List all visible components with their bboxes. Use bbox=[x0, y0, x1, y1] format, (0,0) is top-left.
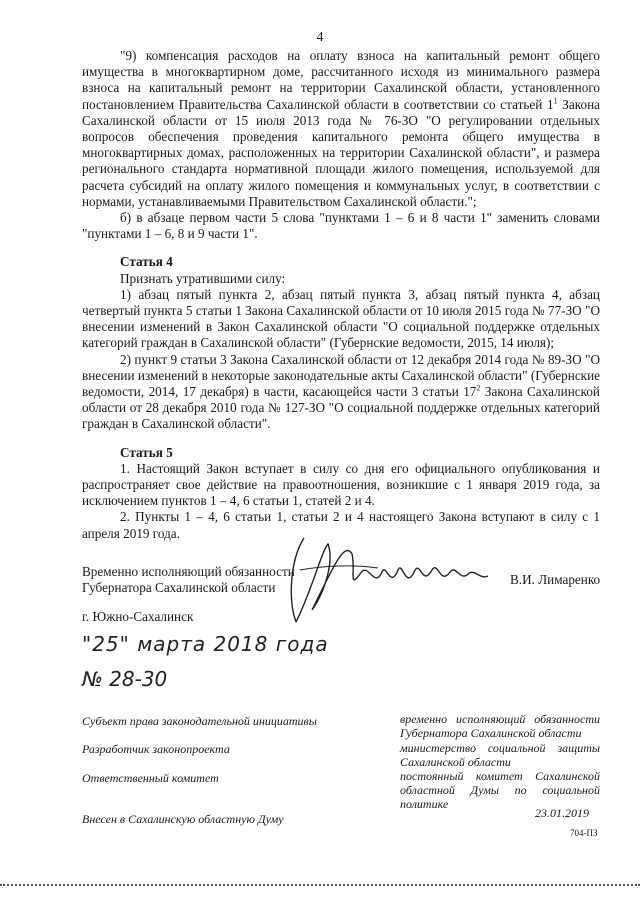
signatory-title-line: Губернатора Сахалинской области bbox=[82, 580, 276, 596]
article-4-item-2 bbox=[82, 352, 600, 433]
signatory-title-line: Временно исполняющий обязанности bbox=[82, 564, 295, 579]
handwritten-signature bbox=[282, 530, 497, 630]
article-4-title: Статья 4 bbox=[120, 254, 173, 270]
law-body bbox=[82, 48, 600, 542]
signatory-title bbox=[82, 564, 295, 596]
paragraph-text: Закона Сахалинской области от 28 декабря 2010 года № 127-ЗО "О социальной поддержке отдельных категорий граждан в Сахалинской области". bbox=[82, 384, 600, 432]
paragraph-b: б) в абзаце первом части 5 слова "пунктами 1 – 6 и 8 части 1" заменить словами "пунктами 1 – 6, 8 и 9 части 1". bbox=[82, 210, 600, 242]
page-number: 4 bbox=[316, 30, 324, 45]
article-5-item-2: 2. Пункты 1 – 4, 6 статьи 1, статьи 2 и 4 настоящего Закона вступают в силу с 1 апреля 2019 года. bbox=[82, 509, 600, 541]
scan-edge bbox=[0, 884, 640, 886]
footer-label: Разработчик законопроекта bbox=[82, 742, 230, 756]
signatory-name: В.И. Лимаренко bbox=[510, 572, 601, 587]
article-5-title: Статья 5 bbox=[120, 444, 173, 460]
paragraph-text: "9) компенсация расходов на оплату взноса на капитальный ремонт общего имущества в многоквартирном доме, рассчитанного исходя из минимального размера взноса на капитальный ремонт на территории Сахалинской области, установленного постановлением Правительства Сахалинской области в соответствии со статьей 1 bbox=[82, 48, 600, 112]
footer-value: постоянный комитет Сахалинской областной Думы по социальной политике bbox=[400, 769, 600, 811]
paragraph-text: Закона Сахалинской области от 15 июля 2013 года № 76-ЗО "О регулировании отдельных вопросов обеспечения проведения капитального ремонта общего имущества в многоквартирных домах, расположенных на территории Сахалинской области", и размера регионального стандарта нормативной площади жилого помещения, используемой для расчета субсидий на оплату жилого помещения и коммунальных услуг, в соответствии с нормами, устанавливаемыми Правительством Сахалинской области."; bbox=[82, 96, 600, 209]
city: г. Южно-Сахалинск bbox=[82, 609, 194, 624]
paragraph-text: 2) пункт 9 статьи 3 Закона Сахалинской области от 12 декабря 2014 года № 89-ЗО "О внесении изменений в некоторые законодательные акты Сахалинской области" (Губернские ведомости, 2014, 17 декабря) в части, касающейся части 3 статьи 17 bbox=[82, 351, 600, 400]
footer-value: министерство социальной защиты Сахалинской области bbox=[400, 741, 600, 769]
document-code: 704-ПЗ bbox=[570, 828, 598, 838]
handwritten-date: "25" марта 2018 года bbox=[82, 632, 329, 656]
handwritten-number: № 28-30 bbox=[82, 667, 168, 691]
footer-date: 23.01.2019 bbox=[535, 806, 589, 820]
superscript: 1 bbox=[553, 96, 558, 106]
footer-label: Внесен в Сахалинскую областную Думу bbox=[82, 812, 284, 826]
article-4-item-1: 1) абзац пятый пункта 2, абзац пятый пункта 3, абзац пятый пункта 4, абзац четвертый пункта 5 статьи 1 Закона Сахалинской области от 10 июля 2015 года № 77-ЗО "О внесении изменений в Закон Сахалинской области "О социальной поддержке отдельных категорий граждан в Сахалинской области" (Губернские ведомости, 2015, 14 июля); bbox=[82, 286, 600, 351]
footer-label: Ответственный комитет bbox=[82, 771, 219, 785]
superscript: 2 bbox=[476, 383, 481, 393]
footer-value: временно исполняющий обязанности Губернатора Сахалинской области bbox=[400, 712, 600, 740]
footer-label: Субъект права законодательной инициативы bbox=[82, 714, 317, 728]
article-5-item-1: 1. Настоящий Закон вступает в силу со дня его официального опубликования и распространяет свое действие на правоотношения, возникшие с 1 января 2019 года, за исключением пунктов 1 – 4, 6 статьи 1, статей 2 и 4. bbox=[82, 460, 600, 509]
paragraph-item-9 bbox=[82, 48, 600, 210]
article-4-intro: Признать утратившими силу: bbox=[120, 270, 286, 286]
